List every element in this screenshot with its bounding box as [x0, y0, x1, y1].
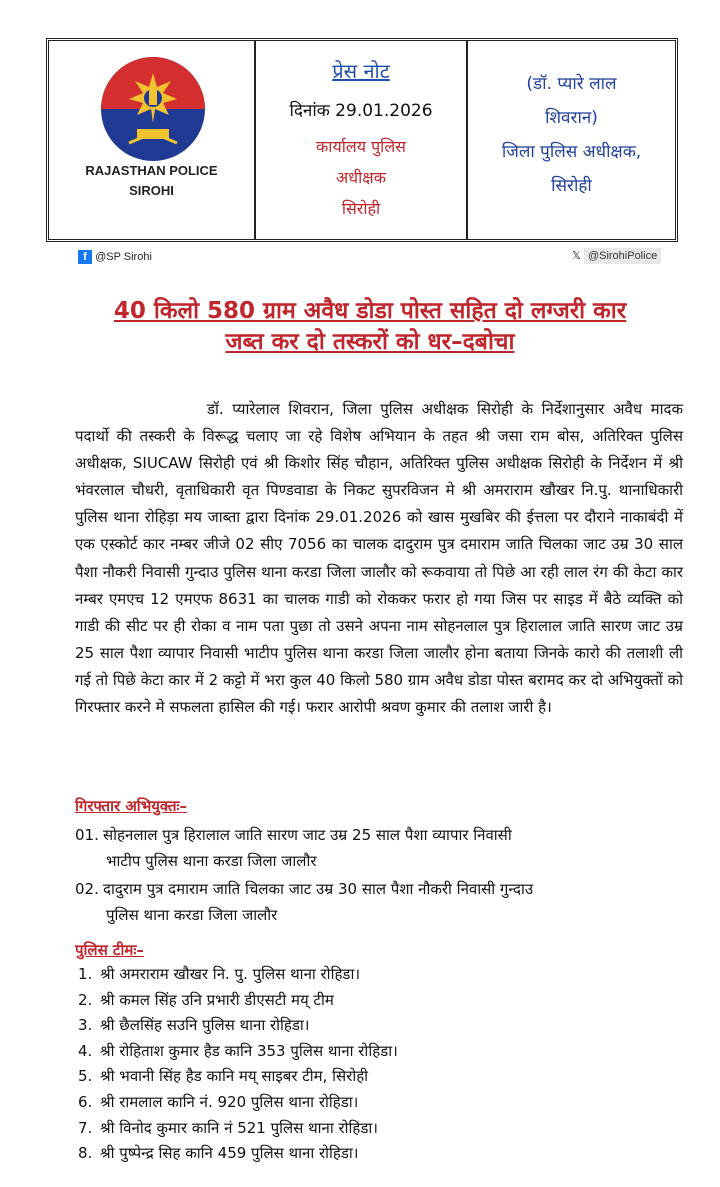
- press-note-date: दिनांक 29.01.2026: [289, 101, 433, 121]
- signatory-line: जिला पुलिस अधीक्षक,: [501, 142, 642, 162]
- item-text: दादुराम पुत्र दमाराम जाति चिलका जाट उम्र 30 साल पैशा नौकरी निवासी गुन्दाउ: [103, 880, 534, 898]
- body-paragraph: डॉ. प्यारेलाल शिवरान, जिला पुलिस अधीक्षक सिरोही के निर्देशानुसार अवैध मादक पदार्थो की तस्करी के विरूद्ध चलाए जा रहे विशेष अभियान के तहत श्री जसा राम बोस, अतिरिक्त पुलिस अधीक्षक, SIUCAW सिरोही एवं श्री किशोर सिंह चौहान, अतिरिक्त पुलिस अधीक्षक सिरोही के निर्देशन में श्री भंवरलाल चौधरी, वृताधिकारी वृत पिण्डवाडा के निकट सुपरविजन मे श्री अमराराम खौखर नि.पु. थानाधिकारी पुलिस थाना रोहिड़ा मय जाब्ता द्वारा दिनांक 29.01.2026 को खास मुखबिर की ईत्तला पर दौराने नाकाबंदी में एक एस्कोर्ट कार नम्बर जीजे 02 सीए 7056 का चालक दादुराम पुत्र दमाराम जाति चिलका जाट उम्र 30 साल पैशा नौकरी निवासी गुन्दाउ पुलिस थाना करडा जिला जालौर को रूकवाया तो पिछे आ रही लाल रंग की केटा कार नम्बर एमएच 12 एमएफ 8631 का चालक गाडी को रोककर फरार हो गया जिस पर साइड में बैठे व्यक्ति को गाडी की सीट पर ही रोका व नाम पता पुछा तो उसने अपना नाम सोहनलाल पुत्र हिरालाल जाति सारण जाट उम्र 25 साल पैशा व्यापार निवासी भाटीप पुलिस थाना करडा जिला जालौर होना बताया जिनके कारो की तलाशी ली गई तो पिछे केटा कार में 2 कट्टो में भरा कुल 40 किलो 580 ग्राम अवैध डोडा पोस्त बरामद कर दो अभियुक्तों को गिरफ्तार करने मे सफलता हासिल की गई। फरार आरोपी श्रवण कुमार की तलाश जारी है।: [75, 400, 683, 717]
- office-line: कार्यालय पुलिस: [316, 137, 406, 156]
- police-team-heading: पुलिस टीमः–: [75, 941, 144, 959]
- press-note-cell: [256, 41, 468, 239]
- signatory: [468, 67, 675, 203]
- item-text: श्री छैलसिंह सउनि पुलिस थाना रोहिडा।: [100, 1016, 310, 1035]
- list-item: [78, 1064, 678, 1090]
- x-handle-text: @SirohiPolice: [584, 248, 661, 264]
- list-item: [78, 1090, 678, 1116]
- signatory-line: शिवरान): [545, 108, 598, 128]
- item-text-continued: पुलिस थाना करडा जिला जालौर: [106, 906, 278, 924]
- office-line: सिरोही: [341, 199, 381, 218]
- headline: [60, 296, 680, 358]
- item-text: श्री पुष्पेन्द्र सिह कानि 459 पुलिस थाना रोहिडा।: [100, 1144, 359, 1163]
- facebook-icon: f: [78, 250, 92, 264]
- press-release-body: [75, 396, 683, 721]
- list-item: [75, 822, 675, 874]
- list-item: [78, 1116, 678, 1142]
- item-number: 6.: [78, 1092, 93, 1111]
- item-number: 8.: [78, 1144, 93, 1163]
- item-number: 01.: [75, 826, 99, 844]
- item-number: 3.: [78, 1016, 93, 1035]
- letterhead-table: [46, 38, 678, 242]
- x-handle[interactable]: [572, 249, 661, 262]
- org-place: SIROHI: [129, 183, 174, 198]
- list-item: [78, 1013, 678, 1039]
- item-text: श्री कमल सिंह उनि प्रभारी डीएसटी मय् टीम: [100, 990, 334, 1009]
- headline-line-1: 40 किलो 580 ग्राम अवैध डोडा पोस्त सहित दो लग्जरी कार: [113, 298, 627, 324]
- issuing-office: [256, 131, 466, 224]
- item-text: श्री रामलाल कानि नं. 920 पुलिस थाना रोहिडा।: [100, 1092, 359, 1111]
- press-note-title: प्रेस नोट: [332, 59, 390, 83]
- list-item: [75, 876, 675, 928]
- item-number: 1.: [78, 965, 93, 983]
- item-text: श्री विनोद कुमार कानि नं 521 पुलिस थाना रोहिडा।: [100, 1118, 378, 1137]
- facebook-handle[interactable]: [78, 250, 152, 264]
- item-number: 2.: [78, 990, 93, 1009]
- item-text: श्री अमराराम खौखर नि. पु. पुलिस थाना रोहिडा।: [100, 965, 361, 983]
- arrested-heading: गिरफ्तार अभियुक्तः–: [75, 797, 188, 815]
- item-text-continued: भाटीप पुलिस थाना करडा जिला जालौर: [106, 852, 317, 870]
- list-item: [78, 988, 678, 1014]
- rajasthan-police-emblem-icon: [99, 55, 207, 163]
- headline-line-2: जब्त कर दो तस्करों को धर–दबोचा: [225, 329, 515, 355]
- facebook-handle-text: @SP Sirohi: [95, 250, 152, 263]
- item-text: श्री भवानी सिंह हैड कानि मय् साइबर टीम, सिरोही: [100, 1067, 369, 1086]
- list-item: [78, 1039, 678, 1065]
- office-line: अधीक्षक: [336, 168, 386, 187]
- list-item: [78, 962, 678, 988]
- item-text: श्री रोहिताश कुमार हैड कानि 353 पुलिस थाना रोहिडा।: [100, 1041, 398, 1060]
- list-item: [78, 1141, 678, 1167]
- arrested-list: [75, 822, 675, 930]
- x-icon: 𝕏: [572, 250, 581, 262]
- police-team-list: [78, 962, 678, 1167]
- signatory-line: (डॉ. प्यारे लाल: [526, 74, 617, 94]
- logo-cell: [49, 41, 256, 239]
- item-number: 02.: [75, 880, 99, 898]
- item-text: सोहनलाल पुत्र हिरालाल जाति सारण जाट उम्र 25 साल पैशा व्यापार निवासी: [103, 826, 512, 844]
- org-name: RAJASTHAN POLICE: [85, 163, 218, 178]
- item-number: 4.: [78, 1041, 93, 1060]
- signatory-line: सिरोही: [551, 176, 592, 196]
- item-number: 5.: [78, 1067, 93, 1086]
- item-number: 7.: [78, 1118, 93, 1137]
- signatory-cell: [468, 41, 675, 239]
